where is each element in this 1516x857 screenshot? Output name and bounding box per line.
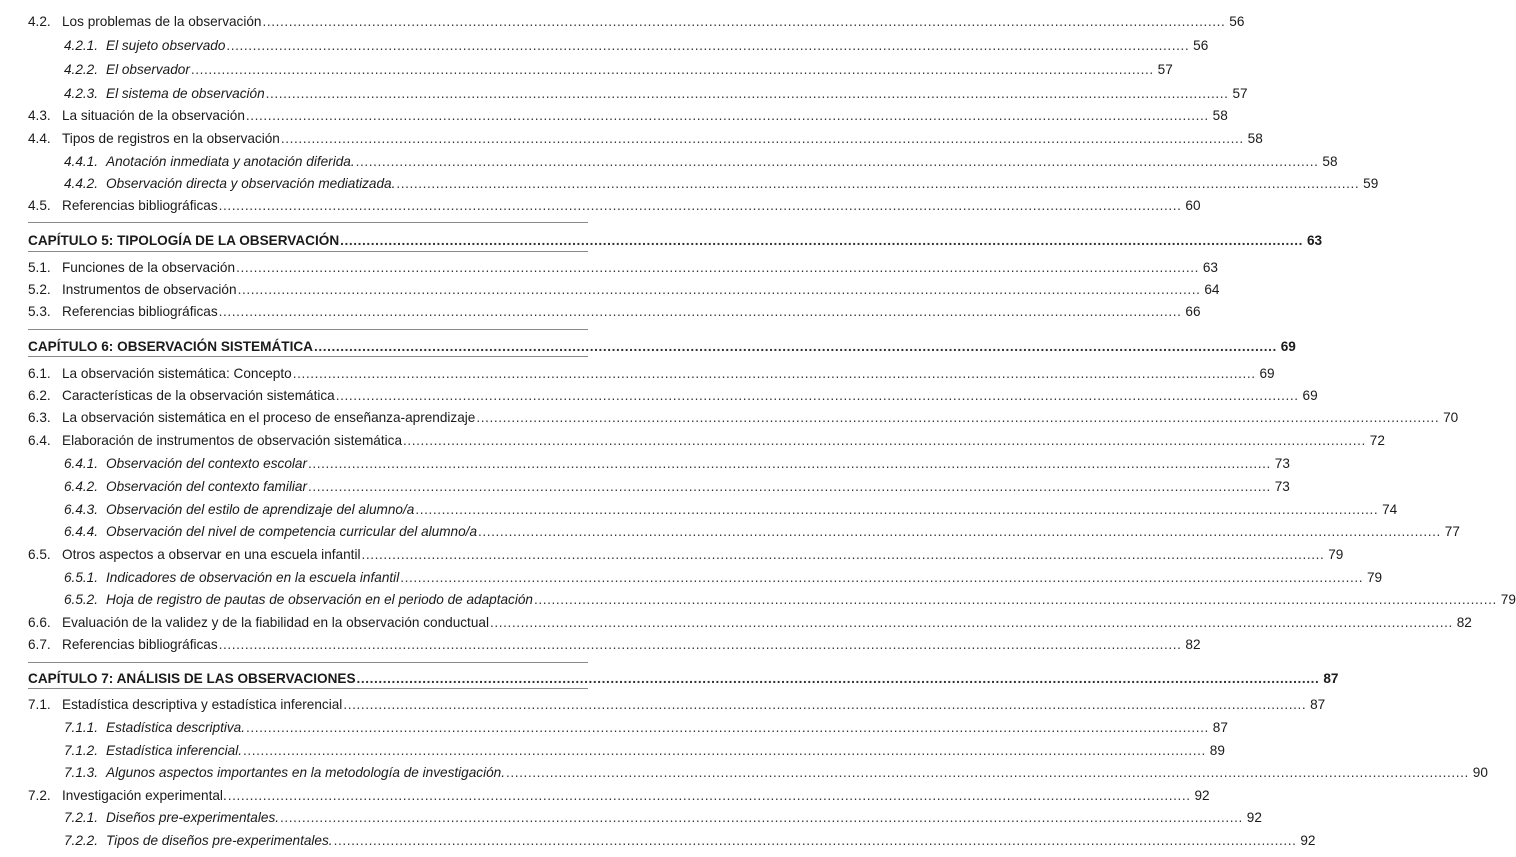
toc-entry[interactable]: [0, 10, 1245, 34]
toc-entry-title: Características de la observación sistemática: [62, 388, 335, 403]
toc-entry-title: Evaluación de la validez y de la fiabilidad en la observación conductual: [62, 615, 489, 630]
dot-leader: ............................................................................................................................................................................................................................: [226, 38, 1190, 53]
toc-entry-title: Referencias bibliográficas: [62, 637, 218, 652]
toc-entry-number: 6.2.: [28, 388, 51, 403]
toc-entry-page-number: 57: [1157, 62, 1173, 77]
toc-entry-title: Estadística descriptiva y estadística inferencial: [62, 697, 343, 712]
toc-entry-page-number: 79: [1366, 570, 1383, 585]
toc-entry-title: CAPÍTULO 5: TIPOLOGÍA DE LA OBSERVACIÓN: [28, 233, 340, 248]
dot-leader: ............................................................................................................................................................................................................................: [218, 637, 1182, 652]
dot-leader: ............................................................................................................................................................................................................................: [218, 304, 1182, 319]
toc-entry-page-number: 92: [1194, 788, 1210, 803]
toc-entry-page-number: 59: [1363, 176, 1379, 191]
dot-leader: ............................................................................................................................................................................................................................: [190, 62, 1154, 77]
toc-entry[interactable]: [0, 278, 1220, 302]
toc-entry-page-number: 90: [1472, 765, 1488, 780]
toc-entry-number: 4.4.: [28, 131, 51, 146]
dot-leader: ............................................................................................................................................................................................................................: [308, 456, 1271, 471]
dot-leader: ............................................................................................................................................................................................................................: [506, 765, 1469, 780]
dot-leader: ............................................................................................................................................................................................................................: [403, 433, 1366, 448]
toc-entry-page-number: 58: [1212, 108, 1228, 123]
toc-entry[interactable]: [0, 256, 1218, 280]
toc-entry-page-number: 69: [1302, 388, 1318, 403]
toc-entry-number: 4.2.1.: [64, 38, 99, 53]
toc-entry-number: 7.1.1.: [64, 720, 99, 735]
toc-entry-title: Referencias bibliográficas: [62, 198, 218, 213]
toc-entry-page-number: 92: [1300, 833, 1316, 848]
dot-leader: ............................................................................................................................................................................................................................: [343, 697, 1307, 712]
toc-chapter-heading[interactable]: [0, 667, 1339, 691]
toc-entry[interactable]: [0, 716, 1228, 740]
toc-entry-title: Referencias bibliográficas: [62, 304, 218, 319]
divider-line: [28, 329, 588, 330]
toc-entry[interactable]: [0, 429, 1385, 453]
toc-entry-title: Observación del nivel de competencia curricular del alumno/a: [106, 524, 478, 539]
toc-entry-page-number: 87: [1212, 720, 1228, 735]
toc-entry[interactable]: [0, 34, 1209, 58]
toc-entry[interactable]: [0, 82, 1248, 106]
toc-entry-title: Diseños pre-experimentales.: [106, 810, 280, 825]
dot-leader: ............................................................................................................................................................................................................................: [335, 388, 1299, 403]
toc-entry-page-number: 82: [1185, 637, 1201, 652]
dot-leader: ............................................................................................................................................................................................................................: [265, 86, 1229, 101]
toc-entry-number: 6.5.: [28, 547, 51, 562]
toc-entry-title: Tipos de registros en la observación: [62, 131, 280, 146]
divider-line: [28, 662, 588, 663]
toc-entry-number: 7.2.: [28, 788, 51, 803]
dot-leader: ............................................................................................................................................................................................................................: [534, 592, 1497, 607]
toc-entry-title: Indicadores de observación en la escuela infantil: [106, 570, 400, 585]
toc-entry-title: El sistema de observación: [106, 86, 265, 101]
toc-entry[interactable]: [0, 150, 1338, 174]
dot-leader: ............................................................................................................................................................................................................................: [245, 108, 1209, 123]
toc-entry-title: Estadística descriptiva.: [106, 720, 246, 735]
toc-entry[interactable]: [0, 543, 1344, 567]
toc-entry[interactable]: [0, 693, 1326, 717]
dot-leader: ............................................................................................................................................................................................................................: [227, 788, 1191, 803]
dot-leader: ............................................................................................................................................................................................................................: [396, 176, 1360, 191]
toc-entry-page-number: 69: [1280, 339, 1296, 354]
toc-entry-title: El observador: [106, 62, 190, 77]
toc-entry-page-number: 79: [1500, 592, 1516, 607]
toc-entry-number: 6.4.3.: [64, 502, 99, 517]
toc-entry-title: La situación de la observación: [62, 108, 245, 123]
toc-entry-number: 6.5.2.: [64, 592, 99, 607]
toc-entry-page-number: 66: [1185, 304, 1201, 319]
dot-leader: ............................................................................................................................................................................................................................: [478, 524, 1441, 539]
toc-entry-title: Observación del contexto escolar: [106, 456, 307, 471]
dot-leader: ............................................................................................................................................................................................................................: [415, 502, 1379, 517]
toc-entry-number: 7.1.3.: [64, 765, 99, 780]
dot-leader: ............................................................................................................................................................................................................................: [476, 410, 1440, 425]
toc-entry-title: Hoja de registro de pautas de observación en el periodo de adaptación: [106, 592, 533, 607]
toc-entry-page-number: 56: [1193, 38, 1209, 53]
dot-leader: ............................................................................................................................................................................................................................: [280, 131, 1244, 146]
dot-leader: ............................................................................................................................................................................................................................: [280, 810, 1243, 825]
toc-entry-title: Observación del contexto familiar: [106, 479, 307, 494]
toc-entry-title: Investigación experimental.: [62, 788, 227, 803]
toc-entry-page-number: 74: [1382, 502, 1398, 517]
dot-leader: ............................................................................................................................................................................................................................: [355, 154, 1319, 169]
toc-entry-title: Elaboración de instrumentos de observación sistemática: [62, 433, 403, 448]
dot-leader: ............................................................................................................................................................................................................................: [340, 233, 1304, 248]
toc-entry-number: 6.7.: [28, 637, 51, 652]
toc-entry-page-number: 70: [1443, 410, 1459, 425]
toc-entry-number: 6.1.: [28, 366, 51, 381]
toc-entry-title: CAPÍTULO 6: OBSERVACIÓN SISTEMÁTICA: [28, 339, 313, 354]
toc-entry[interactable]: [0, 104, 1228, 128]
toc-entry-title: Observación directa y observación mediatizada.: [106, 176, 396, 191]
toc-entry-page-number: 92: [1246, 810, 1262, 825]
toc-entry-page-number: 87: [1323, 671, 1339, 686]
dot-leader: ............................................................................................................................................................................................................................: [361, 547, 1325, 562]
toc-entry-number: 6.4.1.: [64, 456, 99, 471]
toc-entry-page-number: 79: [1328, 547, 1344, 562]
toc-entry-title: Los problemas de la observación: [62, 14, 262, 29]
dot-leader: ............................................................................................................................................................................................................................: [307, 479, 1271, 494]
toc-entry-title: Anotación inmediata y anotación diferida.: [106, 154, 355, 169]
toc-entry-number: 4.3.: [28, 108, 51, 123]
toc-chapter-heading[interactable]: [0, 335, 1296, 359]
dot-leader: ............................................................................................................................................................................................................................: [313, 339, 1277, 354]
toc-entry[interactable]: [0, 784, 1210, 808]
dot-leader: ............................................................................................................................................................................................................................: [400, 570, 1364, 585]
toc-entry[interactable]: [0, 172, 1379, 196]
toc-entry-title: Instrumentos de observación: [62, 282, 237, 297]
toc-entry-page-number: 82: [1456, 615, 1472, 630]
toc-entry-number: 4.2.2.: [64, 62, 99, 77]
toc-entry-page-number: 56: [1229, 14, 1245, 29]
toc-entry-title: Observación del estilo de aprendizaje del alumno/a: [106, 502, 415, 517]
toc-entry-title: Algunos aspectos importantes en la metodología de investigación.: [106, 765, 505, 780]
dot-leader: ............................................................................................................................................................................................................................: [262, 14, 1226, 29]
toc-entry-number: 4.2.: [28, 14, 51, 29]
divider-line: [28, 222, 588, 223]
toc-entry-page-number: 60: [1185, 198, 1201, 213]
toc-entry-number: 6.6.: [28, 615, 51, 630]
toc-entry-number: 4.2.3.: [64, 86, 99, 101]
dot-leader: ............................................................................................................................................................................................................................: [356, 671, 1320, 686]
toc-entry-number: 6.4.2.: [64, 479, 99, 494]
toc-entry[interactable]: [0, 127, 1263, 151]
toc-entry-page-number: 69: [1259, 366, 1275, 381]
toc-entry-number: 6.4.: [28, 433, 51, 448]
toc-entry[interactable]: [0, 194, 1201, 218]
toc-entry-number: 4.4.1.: [64, 154, 99, 169]
dot-leader: ............................................................................................................................................................................................................................: [218, 198, 1182, 213]
toc-entry-page-number: 89: [1209, 743, 1225, 758]
dot-leader: ............................................................................................................................................................................................................................: [243, 743, 1206, 758]
toc-entry-number: 4.4.2.: [64, 176, 99, 191]
dot-leader: ............................................................................................................................................................................................................................: [489, 615, 1453, 630]
toc-entry-page-number: 77: [1444, 524, 1460, 539]
toc-entry-number: 6.4.4.: [64, 524, 99, 539]
toc-entry-title: Tipos de diseños pre-experimentales.: [106, 833, 333, 848]
toc-entry[interactable]: [0, 384, 1318, 408]
toc-entry[interactable]: [0, 739, 1225, 763]
toc-entry-number: 6.3.: [28, 410, 51, 425]
toc-entry[interactable]: [0, 475, 1290, 499]
toc-entry-title: La observación sistemática: Concepto: [62, 366, 292, 381]
toc-entry[interactable]: [0, 761, 1488, 785]
toc-entry-page-number: 57: [1232, 86, 1248, 101]
toc-entry-page-number: 63: [1202, 260, 1218, 275]
toc-entry[interactable]: [0, 520, 1460, 544]
toc-entry[interactable]: [0, 633, 1201, 657]
toc-entry[interactable]: [0, 498, 1398, 522]
toc-entry-number: 7.1.: [28, 697, 51, 712]
toc-entry-title: Funciones de la observación: [62, 260, 236, 275]
toc-entry[interactable]: [0, 362, 1275, 386]
dot-leader: ............................................................................................................................................................................................................................: [292, 366, 1256, 381]
dot-leader: ............................................................................................................................................................................................................................: [246, 720, 1209, 735]
dot-leader: ............................................................................................................................................................................................................................: [236, 260, 1199, 275]
toc-entry-number: 6.5.1.: [64, 570, 99, 585]
toc-entry-title: El sujeto observado: [106, 38, 226, 53]
dot-leader: ............................................................................................................................................................................................................................: [333, 833, 1297, 848]
toc-entry-page-number: 73: [1274, 456, 1290, 471]
toc-entry[interactable]: [0, 406, 1459, 430]
toc-entry-number: 7.2.1.: [64, 810, 99, 825]
toc-entry-page-number: 63: [1306, 233, 1323, 248]
toc-entry-page-number: 72: [1369, 433, 1385, 448]
toc-entry-number: 5.3.: [28, 304, 51, 319]
toc-entry-page-number: 58: [1322, 154, 1338, 169]
toc-entry-title: Otros aspectos a observar en una escuela infantil: [62, 547, 361, 562]
toc-entry-number: 7.1.2.: [64, 743, 99, 758]
toc-entry-number: 7.2.2.: [64, 833, 99, 848]
toc-chapter-heading[interactable]: [0, 229, 1323, 253]
toc-entry[interactable]: [0, 588, 1516, 612]
toc-entry-title: Estadística inferencial.: [106, 743, 243, 758]
toc-entry[interactable]: [0, 829, 1316, 853]
toc-entry[interactable]: [0, 566, 1383, 590]
toc-entry[interactable]: [0, 58, 1173, 82]
toc-entry-page-number: 58: [1247, 131, 1263, 146]
toc-entry-page-number: 64: [1204, 282, 1220, 297]
toc-entry[interactable]: [0, 452, 1290, 476]
toc-entry[interactable]: [0, 806, 1262, 830]
toc-entry-number: 5.1.: [28, 260, 51, 275]
toc-entry-page-number: 87: [1310, 697, 1326, 712]
dot-leader: ............................................................................................................................................................................................................................: [237, 282, 1201, 297]
toc-entry-number: 4.5.: [28, 198, 51, 213]
toc-entry[interactable]: [0, 300, 1201, 324]
toc-entry-number: 5.2.: [28, 282, 51, 297]
toc-entry-page-number: 73: [1274, 479, 1290, 494]
toc-entry-title: La observación sistemática en el proceso de enseñanza-aprendizaje: [62, 410, 476, 425]
toc-entry[interactable]: [0, 611, 1472, 635]
toc-entry-title: CAPÍTULO 7: ANÁLISIS DE LAS OBSERVACIONES: [28, 671, 356, 686]
